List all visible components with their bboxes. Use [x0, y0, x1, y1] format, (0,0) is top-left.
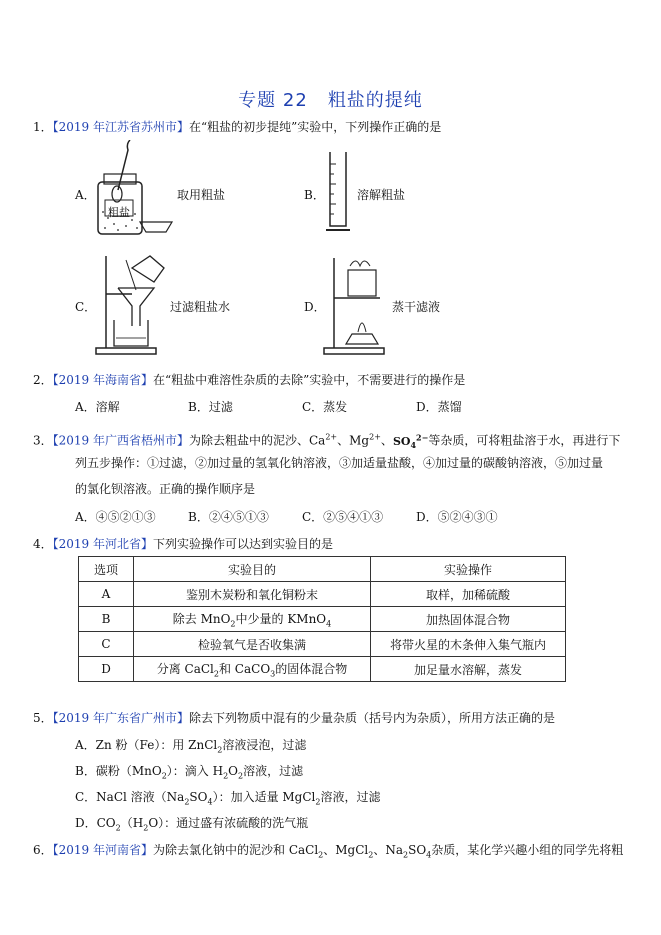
q3-sep1: 、Mg	[337, 433, 370, 448]
goal-subscript: 2	[230, 619, 236, 629]
sulfate-ion	[392, 432, 429, 450]
q2-source: 【2019 年海南省】	[52, 373, 153, 387]
q3-number: 3．	[33, 433, 53, 448]
option-text: ）：滴入 H	[166, 764, 224, 778]
option-text: 溶液浸泡，过滤	[222, 738, 307, 752]
q5-text: 除去下列物质中混有的少量杂质（括号内为杂质），所用方法正确的是	[189, 711, 556, 725]
question-1-stem	[33, 118, 441, 136]
q4-source: 【2019 年河北省】	[52, 537, 153, 551]
q1-option-c-letter[interactable]: C．	[75, 300, 97, 314]
page-title	[0, 86, 661, 112]
q4-text: 下列实验操作可以达到实验目的是	[153, 537, 334, 551]
q6-text: 、Na	[373, 843, 404, 857]
q3-option-d[interactable]: D．⑤②④③①	[416, 510, 498, 524]
option-text: SO	[189, 790, 208, 804]
row-operation: 加热固体混合物	[371, 607, 566, 632]
option-subscript: 2	[143, 823, 149, 833]
q1-source: 【2019 年江苏省苏州市】	[52, 120, 189, 134]
option-subscript: 2	[217, 745, 223, 755]
q1-option-b-label: 溶解粗盐	[357, 188, 406, 202]
filtration-setup-illustration	[92, 250, 172, 358]
title-topic: 专题 22	[238, 90, 308, 111]
q5-source: 【2019 年广东省广州市】	[52, 711, 189, 725]
option-subscript: 2	[223, 771, 229, 781]
q1-number: 1．	[33, 120, 53, 134]
goal-text: 除去 MnO	[172, 611, 231, 626]
question-6-stem	[33, 841, 623, 864]
table-row[interactable]	[79, 632, 566, 657]
option-subscript: 2	[115, 823, 121, 833]
q6-text: SO	[408, 843, 427, 857]
option-text: A．Zn 粉（Fe）：用 ZnCl	[75, 738, 218, 752]
q3-source: 【2019 年广西省梧州市】	[52, 433, 189, 448]
row-operation: 将带火星的木条伸入集气瓶内	[371, 632, 566, 657]
row-goal	[134, 657, 371, 682]
q3-line-2: 列五步操作：①过滤，②加过量的氢氧化钠溶液，③加适量盐酸，④加过量的碳酸钠溶液，⑤加过量	[75, 456, 604, 470]
q6-subscript: 2	[368, 850, 374, 860]
row-option: B	[79, 607, 134, 632]
option-text: B．碳粉（MnO	[75, 764, 162, 778]
q6-subscript: 4	[426, 850, 432, 860]
table-header-row	[79, 557, 566, 582]
q1-option-a-label: 取用粗盐	[177, 188, 226, 202]
row-operation: 加足量水溶解，蒸发	[371, 657, 566, 682]
option-text: O	[228, 764, 238, 778]
goal-text: 中少量的 KMnO	[235, 611, 327, 626]
goal-text: 的固体混合物	[275, 661, 348, 676]
q1-option-b-letter[interactable]: B．	[304, 188, 325, 202]
table-row[interactable]	[79, 607, 566, 632]
salt-jar-spoon-illustration	[90, 140, 180, 240]
q1-option-c-label: 过滤粗盐水	[170, 300, 231, 314]
option-text: 溶液，过滤	[243, 764, 304, 778]
header-option: 选项	[79, 557, 134, 582]
option-subscript: 2	[184, 797, 190, 807]
option-subscript: 2	[161, 771, 167, 781]
q5-option-c[interactable]	[75, 788, 381, 806]
jar-label: 粗盐	[108, 206, 130, 219]
option-text: 溶液，过滤	[320, 790, 381, 804]
q4-table	[78, 556, 566, 682]
q3-option-a[interactable]: A．④⑤②①③	[75, 510, 156, 524]
option-text: C．NaCl 溶液（Na	[75, 790, 185, 804]
row-option: D	[79, 657, 134, 682]
q1-text: 在“粗盐的初步提纯”实验中，下列操作正确的是	[189, 120, 442, 134]
q3-text-a: 为除去粗盐中的泥沙、Ca	[189, 433, 326, 448]
option-subscript: 4	[207, 797, 213, 807]
q6-number: 6．	[33, 843, 53, 857]
q6-subscript: 2	[318, 850, 324, 860]
option-subscript: 2	[315, 797, 321, 807]
q6-source: 【2019 年河南省】	[52, 843, 153, 857]
q3-sep2: 、	[380, 433, 393, 448]
q2-text: 在“粗盐中难溶性杂质的去除”实验中，不需要进行的操作是	[153, 373, 466, 387]
mg-charge: 2+	[369, 432, 381, 442]
q2-number: 2．	[33, 373, 53, 387]
q6-text: 为除去氯化钠中的泥沙和 CaCl	[153, 843, 319, 857]
goal-subscript: 2	[213, 669, 219, 679]
q4-number: 4．	[33, 537, 53, 551]
option-text: D．CO	[75, 816, 116, 830]
q2-option-b[interactable]: B．过滤	[188, 400, 233, 414]
sulfate-subscript: 4	[410, 439, 417, 450]
row-operation: 取样，加稀硫酸	[371, 582, 566, 607]
question-2-stem	[33, 371, 465, 389]
header-operation: 实验操作	[371, 557, 566, 582]
ca-charge: 2+	[325, 432, 338, 442]
q3-line-3: 的氯化钡溶液。正确的操作顺序是	[75, 482, 256, 496]
table-row[interactable]	[79, 582, 566, 607]
goal-text: 和 CaCO	[218, 661, 271, 676]
option-text: O）：通过盛有浓硫酸的洗气瓶	[148, 816, 309, 830]
option-text: （H	[120, 816, 144, 830]
q1-option-a-letter[interactable]: A．	[75, 188, 96, 202]
graduated-cylinder-illustration	[320, 150, 360, 235]
q5-option-a[interactable]	[75, 736, 306, 754]
q2-option-c[interactable]: C．蒸发	[302, 400, 348, 414]
q2-option-a[interactable]: A．溶解	[75, 400, 120, 414]
row-goal	[134, 607, 371, 632]
q5-option-d[interactable]	[75, 814, 308, 832]
q5-number: 5．	[33, 711, 53, 725]
header-goal: 实验目的	[134, 557, 371, 582]
sulfate-symbol: SO	[392, 434, 411, 448]
title-name: 粗盐的提纯	[327, 90, 423, 111]
goal-text: 分离 CaCl	[156, 661, 214, 676]
goal-subscript: 3	[270, 669, 276, 679]
q3-option-b[interactable]: B．②④⑤①③	[188, 510, 269, 524]
q3-text-b: 等杂质，可将粗盐溶于水，再进行下	[428, 433, 621, 448]
q6-text: 、MgCl	[323, 843, 369, 857]
q1-option-d-letter[interactable]: D．	[304, 300, 326, 314]
question-4-stem	[33, 535, 333, 553]
option-text: ）：加入适量 MgCl	[212, 790, 316, 804]
sulfate-charge: 2−	[416, 432, 429, 442]
q3-option-c[interactable]: C．②⑤④①③	[302, 510, 384, 524]
q1-option-d-label: 蒸干滤液	[392, 300, 441, 314]
q6-subscript: 2	[403, 850, 409, 860]
row-option: A	[79, 582, 134, 607]
q5-option-b[interactable]	[75, 762, 303, 780]
question-5-stem	[33, 709, 555, 727]
goal-subscript: 4	[326, 619, 332, 629]
question-3-stem	[33, 428, 620, 454]
row-goal: 检验氧气是否收集满	[134, 632, 371, 657]
q2-option-d[interactable]: D．蒸馏	[416, 400, 462, 414]
q6-text: 杂质，某化学兴趣小组的同学先将粗	[431, 843, 624, 857]
table-row[interactable]	[79, 657, 566, 682]
row-option: C	[79, 632, 134, 657]
evaporation-setup-illustration	[322, 254, 392, 358]
option-subscript: 2	[238, 771, 244, 781]
row-goal: 鉴别木炭粉和氧化铜粉末	[134, 582, 371, 607]
